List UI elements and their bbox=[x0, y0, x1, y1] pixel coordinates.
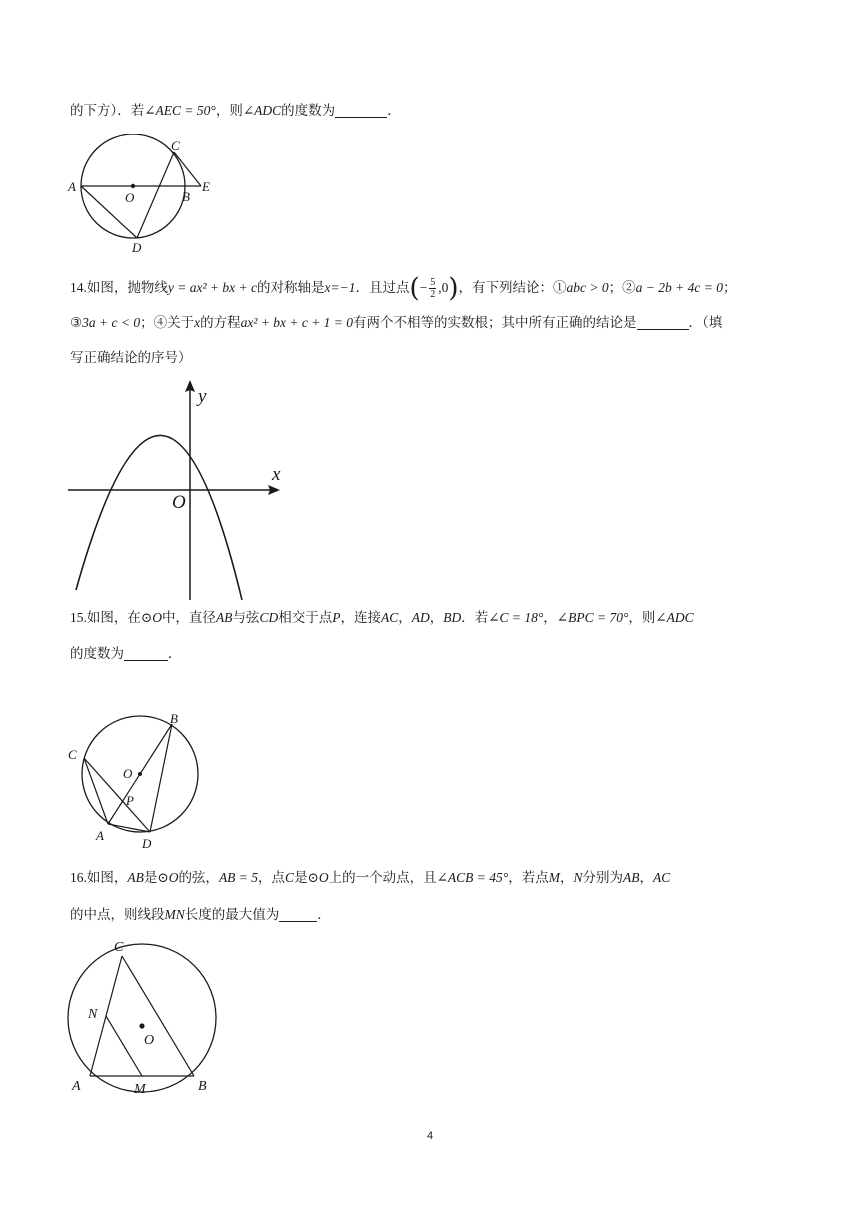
q16-line1: 16.如图，AB是⊙O的弦，AB = 5，点C是⊙O上的一个动点，且∠ACB = 45°，若点M，N分别为AB，AC bbox=[70, 870, 671, 886]
q14-line1: 14.如图，抛物线y = ax² + bx + c的对称轴是x=−1．且过点(− $\frac{5}{2}$ ,0)，有下列结论：①abc > 0；②a − 2b + 4c = 0； bbox=[70, 273, 737, 304]
q16-label-A: A bbox=[72, 1079, 81, 1094]
q14-line2: ③3a + c < 0；④关于x的方程ax² + bx + c + 1 = 0有两个不相等的实数根；其中所有正确的结论是 ．（填 bbox=[70, 315, 723, 331]
answer-blank[interactable] bbox=[279, 907, 317, 922]
q16-label-O: O bbox=[144, 1033, 155, 1048]
q14-label-O: O bbox=[172, 492, 186, 513]
q16-label-B: B bbox=[198, 1079, 207, 1094]
q15-figure bbox=[64, 708, 234, 856]
q16-line2: 的中点，则线段MN长度的最大值为 ． bbox=[70, 907, 331, 923]
q15-label-D: D bbox=[142, 836, 152, 851]
answer-blank[interactable] bbox=[124, 646, 168, 661]
q15-line2: 的度数为 ． bbox=[70, 646, 182, 662]
q14-label-x: x bbox=[272, 464, 281, 485]
q13-label-D: D bbox=[132, 240, 142, 255]
q13-label-E: E bbox=[202, 179, 210, 194]
q14-figure bbox=[64, 376, 294, 602]
answer-blank[interactable] bbox=[335, 103, 387, 118]
q16-figure bbox=[64, 934, 234, 1104]
q16-label-N: N bbox=[88, 1007, 98, 1022]
q14-line3: 写正确结论的序号） bbox=[70, 350, 192, 366]
page-number: 4 bbox=[426, 1130, 434, 1142]
q16-label-C: C bbox=[114, 940, 124, 955]
q15-label-A: A bbox=[96, 828, 104, 843]
q14-label-y: y bbox=[198, 386, 207, 407]
q15-label-P: P bbox=[126, 793, 134, 808]
parabola-curve bbox=[76, 435, 242, 600]
q15-label-B: B bbox=[170, 711, 178, 726]
q16-label-M: M bbox=[134, 1082, 146, 1097]
q13-figure bbox=[64, 134, 224, 258]
q13-label-B: B bbox=[182, 189, 190, 204]
q13-label-O: O bbox=[125, 190, 135, 205]
q13-text: 的下方）．若∠AEC = 50°，则∠ADC的度数为 ． bbox=[70, 103, 401, 119]
q13-label-A: A bbox=[68, 179, 76, 194]
q15-label-O: O bbox=[123, 766, 133, 781]
q13-label-C: C bbox=[171, 138, 180, 153]
answer-blank[interactable] bbox=[637, 315, 689, 330]
q15-label-C: C bbox=[68, 747, 77, 762]
q15-line1: 15.如图，在⊙O中，直径AB与弦CD相交于点P，连接AC，AD，BD．若∠C = 18°，∠BPC = 70°，则∠ADC bbox=[70, 610, 694, 626]
